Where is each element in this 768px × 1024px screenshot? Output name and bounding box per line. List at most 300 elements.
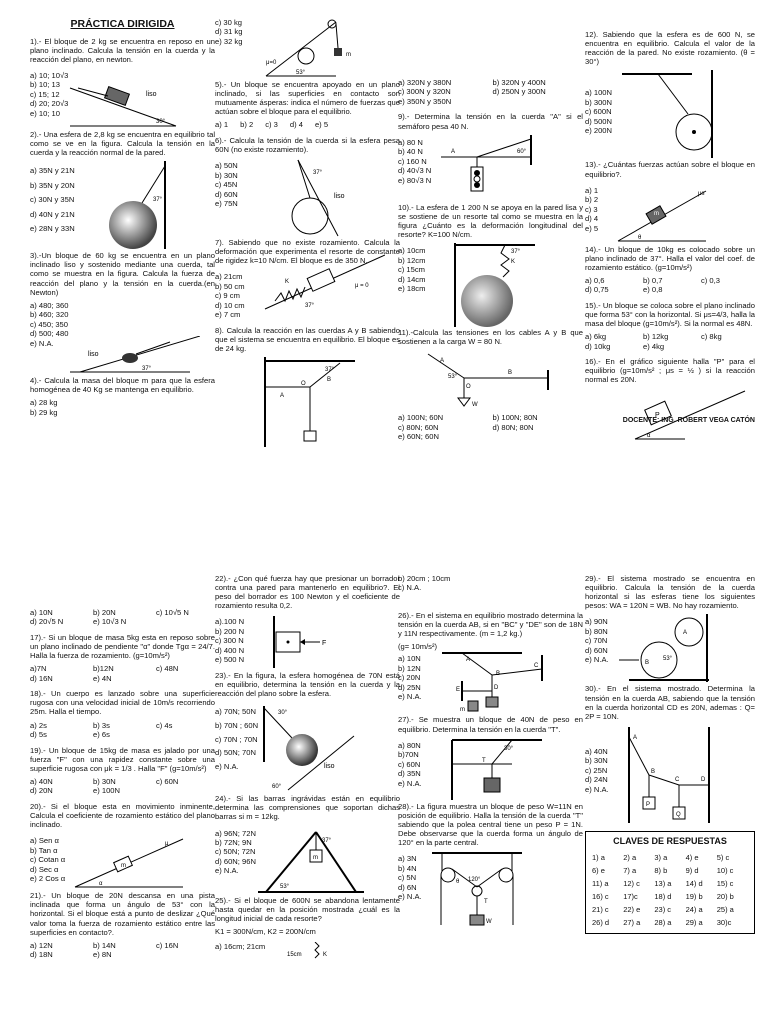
- answer-key-table: [592, 851, 748, 929]
- q28-figure: [422, 851, 532, 929]
- q23-block: [215, 702, 400, 794]
- q14-option[interactable]: d) 0,75: [585, 285, 609, 295]
- question-3: 3).-Un bloque de 60 kg se encuentra en un plano inclinado liso y sostenido mediante una cuerda, tal como se muestra en la figura. Calcula la fuerza de reacción del plano y la tensión en la cuerda.(en Newton): [30, 251, 215, 297]
- q26-option[interactable]: a) 10N: [398, 654, 421, 664]
- q11-options: [398, 413, 583, 441]
- q11-option[interactable]: c) 80N; 60N: [398, 422, 439, 432]
- q28-option[interactable]: e) N.A.: [398, 892, 422, 902]
- q3-figure: [30, 336, 200, 376]
- q26-label-c: C: [533, 663, 538, 670]
- q5-option[interactable]: e) 5: [314, 120, 329, 130]
- q28-options: [398, 854, 422, 923]
- q26-label-b: B: [495, 671, 500, 678]
- q1-block: [30, 68, 215, 130]
- q5-option[interactable]: b) 2: [240, 120, 254, 130]
- q23-option[interactable]: e) N.A.: [215, 761, 239, 771]
- q27-option[interactable]: e) N.A.: [398, 778, 422, 788]
- q2-option[interactable]: a) 35N y 21N: [30, 166, 75, 176]
- q28-option[interactable]: d) 6N: [398, 882, 417, 892]
- q1-option[interactable]: d) 20; 20√3: [30, 99, 69, 109]
- q12-option[interactable]: d) 500N: [585, 116, 613, 126]
- q17-option[interactable]: e) 4N: [93, 673, 112, 683]
- q4-options-continued: [215, 18, 242, 74]
- q19-options: [30, 777, 215, 796]
- q21-options: [30, 941, 215, 960]
- q24-angle-2: 53°: [279, 883, 290, 890]
- question-7: 7). Sabiendo que no existe rozamiento. Calcula la deformación que experimenta el resorte de constante de rigidez k=10 N/cm. El bloque es de 350 N.: [215, 238, 400, 266]
- q2-angle: 37°: [152, 197, 162, 204]
- q13-mu: μs: [698, 190, 705, 197]
- column-6: [215, 574, 400, 962]
- q22-option[interactable]: e) 500 N: [215, 655, 245, 665]
- q24-block: [215, 826, 400, 896]
- q18-option[interactable]: e) 6s: [93, 730, 110, 740]
- q10-k: K: [511, 259, 516, 266]
- q8-label-a: A: [280, 393, 285, 400]
- q8-angle: 37°: [325, 367, 335, 374]
- q24-option[interactable]: c) 50N; 72N: [215, 847, 256, 857]
- q25-constants: K1 = 300N/cm, K2 = 200N/cm: [215, 926, 316, 936]
- q6-option[interactable]: c) 45N: [215, 180, 238, 190]
- q17-option[interactable]: c) 48N: [156, 664, 179, 674]
- q9-option[interactable]: d) 40√3 N: [398, 166, 432, 176]
- column-2: [215, 18, 400, 449]
- column-8: [585, 574, 755, 934]
- q7-options: [215, 272, 245, 319]
- q5-options: [215, 120, 400, 129]
- q18-option[interactable]: a) 2s: [30, 720, 47, 730]
- q17-option[interactable]: d) 16N: [30, 673, 53, 683]
- q5-option[interactable]: a) 1: [215, 120, 229, 130]
- question-19: 19).- Un bloque de 15kg de masa es jalado por una fuerza "F" con una rapidez constante sobre una superficie rugosa con μk = 1/3 . Halla "F" (g=10m/s²): [30, 745, 215, 773]
- table-row: 26) d 27) a 28) a 29) a 30)c: [592, 917, 732, 927]
- q17-option[interactable]: b)12N: [93, 664, 114, 674]
- q3-option[interactable]: c) 450; 350: [30, 319, 68, 329]
- q19-option[interactable]: c) 60N: [156, 776, 179, 786]
- q4-angle: 53°: [296, 70, 306, 76]
- table-row: 11) a 12) c 13) a 14) d 15) c: [592, 878, 734, 888]
- q9-option[interactable]: e) 80√3 N: [398, 175, 432, 185]
- q10-option[interactable]: c) 15cm: [398, 265, 426, 275]
- q13-options: [585, 186, 598, 239]
- question-30: 30).- En el sistema mostrado. Determina la tensión en la cuerda AB, sabiendo que la tensión en la cuerda horizontal CD es 20N, ademas : Q= 2P = 10N.: [585, 684, 755, 721]
- q18-option[interactable]: c) 4s: [156, 720, 173, 730]
- q30-label-b: B: [650, 768, 655, 775]
- q24-options: [215, 829, 256, 890]
- column-4: [585, 18, 755, 439]
- q7-option[interactable]: d) 10 cm: [215, 300, 245, 310]
- q6-option[interactable]: d) 60N: [215, 189, 238, 199]
- question-17: 17).- Si un bloque de masa 5kg esta en reposo sobre un plano inclinado de pendiente "α" donde Tgα = 24/7. Halla la fuerza de rozamiento. (g=10m/s²): [30, 632, 215, 661]
- q23-options: [215, 705, 258, 788]
- column-1: [30, 18, 215, 423]
- q16-p: P: [655, 411, 660, 419]
- question-18: 18).- Un cuerpo es lanzado sobre una superficie rugosa con una velocidad inicial de 10m/s recorriendo 25m. Halla el tiempo.: [30, 689, 215, 717]
- q7-option[interactable]: a) 21cm: [215, 272, 243, 282]
- q29-option[interactable]: a) 90N: [585, 617, 608, 627]
- q12-option[interactable]: a) 100N: [585, 88, 613, 98]
- q8-option[interactable]: a) 320N y 380N: [398, 78, 452, 87]
- q13-option[interactable]: b) 2: [585, 195, 599, 205]
- q20-alpha: α: [99, 881, 103, 888]
- q13-option[interactable]: c) 3: [585, 204, 598, 214]
- column-5: [30, 574, 215, 966]
- q4-option[interactable]: e) 32 kg: [215, 36, 243, 46]
- q13-option[interactable]: e) 5: [585, 223, 599, 233]
- q29-block: [585, 614, 755, 684]
- q12-options: [585, 88, 612, 154]
- q16-option[interactable]: d) 20√5 N: [30, 617, 64, 627]
- q26-block: [398, 651, 583, 715]
- docente-signature: DOCENTE: ING. ROBERT VEGA CATÓN: [622, 416, 755, 424]
- q7-option[interactable]: e) 7 cm: [215, 310, 241, 320]
- q10-option[interactable]: b) 12cm: [398, 255, 426, 265]
- q27-option[interactable]: b)70N: [398, 750, 419, 760]
- q16-option[interactable]: e) 10√3 N: [93, 617, 127, 627]
- q21-option[interactable]: b) 14N: [93, 940, 116, 950]
- q10-option[interactable]: d) 14cm: [398, 274, 426, 284]
- q24-option[interactable]: d) 60N; 96N: [215, 856, 256, 866]
- question-15: 15).- Un bloque se coloca sobre el plano inclinado que forma 53° con la horizontal. Si μs=4/3, halla la masa del bloque (g=10m/s²). Si la normal es 48N.: [585, 300, 755, 329]
- q27-option[interactable]: a) 80N: [398, 740, 421, 750]
- q13-option[interactable]: d) 4: [585, 214, 599, 224]
- q25-option[interactable]: b) 20cm ; 10cm: [398, 574, 451, 583]
- q4-continued: [215, 18, 400, 80]
- q24-angle-1: 37°: [321, 837, 332, 844]
- q29-option[interactable]: c) 70N: [585, 636, 608, 646]
- question-21: 21).- Un bloque de 20N descansa en una pista inclinada que forma un ángulo de 53° con la horizontal. Si el bloque está a punto de deslizar ¿Qué valor toma la fuerza de rozamiento estático entre las superficies en contacto?.: [30, 891, 215, 937]
- q24-option[interactable]: a) 96N; 72N: [215, 828, 256, 838]
- q25-options-continued: [398, 574, 583, 593]
- q7-angle: 37°: [304, 303, 314, 310]
- q7-option[interactable]: b) 50 cm: [215, 281, 245, 291]
- q26-option[interactable]: c) 20N: [398, 673, 421, 683]
- q2-option[interactable]: b) 35N y 20N: [30, 180, 75, 190]
- q8-option[interactable]: c) 300N y 320N: [398, 87, 451, 97]
- q28-option[interactable]: b) 4N: [398, 863, 417, 873]
- q9-option[interactable]: b) 40 N: [398, 147, 423, 157]
- q8-label-b: B: [327, 377, 332, 384]
- column-3: [398, 18, 583, 448]
- q27-angle: 30°: [503, 745, 513, 752]
- q20-figure: [65, 833, 185, 891]
- q22-option[interactable]: a).100 N: [215, 617, 245, 627]
- q1-options: [30, 71, 68, 124]
- q1-angle: 30°: [156, 118, 166, 125]
- q1-option[interactable]: c) 15; 12: [30, 89, 60, 99]
- q21-option[interactable]: c) 16N: [156, 940, 179, 950]
- question-23: 23).- En la figura, la esfera homogénea de 70N está en equilibrio, determina la tensión en la cuerda y la reacción del plano sobre la esfera.: [215, 670, 400, 699]
- q26-label-m: m: [459, 707, 465, 714]
- q12-option[interactable]: e) 200N: [585, 126, 613, 136]
- q24-option[interactable]: b) 72N; 9N: [215, 838, 252, 847]
- q8-figure: [215, 357, 395, 449]
- q25-option[interactable]: c) N.A.: [398, 583, 422, 593]
- q3-option[interactable]: a) 480; 360: [30, 300, 69, 310]
- q15-options: [585, 332, 755, 351]
- q30-label-c: C: [674, 776, 679, 783]
- q3-option[interactable]: b) 460; 320: [30, 310, 69, 320]
- table-row: 16) c 17)c 18) d 19) b 20) b: [592, 891, 734, 901]
- q11-option[interactable]: b) 100N; 80N: [492, 413, 538, 423]
- q11-option[interactable]: e) 60N; 60N: [398, 432, 439, 442]
- q5-option[interactable]: c) 3: [265, 120, 278, 130]
- q27-option[interactable]: d) 35N: [398, 769, 421, 779]
- q23-option[interactable]: b) 70N ; 60N: [215, 720, 259, 730]
- q25-k-label: K: [323, 951, 328, 958]
- q4-option[interactable]: a) 28 kg: [30, 398, 58, 408]
- question-8: 8). Calcula la reacción en las cuerdas A y B sabiendo que el sistema se encuentra en equilibrio. El bloque es de 24 kg.: [215, 325, 400, 354]
- q29-option[interactable]: e) N.A.: [585, 655, 609, 665]
- q29-option[interactable]: d) 60N: [585, 645, 608, 655]
- column-7: [398, 574, 583, 929]
- q16-alpha: α: [647, 432, 651, 439]
- q20-block: [30, 833, 215, 891]
- q11-option[interactable]: d) 80N; 80N: [492, 422, 534, 432]
- q22-f: F: [322, 640, 327, 648]
- question-29: 29).- El sistema mostrado se encuentra en equilibrio. Calcula la tensión de la cuerda horizontal si las esferas tiene los siguientes pesos: WA = 120N = WB. No hay rozamiento.: [585, 574, 755, 611]
- question-25: 25).- Si el bloque de 600N se abandona lentamente hasta quedar en la posición mostrada ¿cuál es la longitud inicial de cada resorte?: [215, 895, 400, 923]
- q30-label-a: A: [632, 734, 637, 741]
- q11-label-a: A: [440, 358, 445, 365]
- q11-figure: [398, 350, 578, 410]
- q11-label-w: W: [472, 402, 478, 409]
- question-14: 14).- Un bloque de 10kg es colocado sobre un plano inclinado de 37°. Halla el valor del coef. de rozamiento estático. (g=10m/s²): [585, 244, 755, 272]
- q23-angle-2: 60°: [272, 784, 282, 791]
- question-27: 27).- Se muestra un bloque de 40N de peso en equilibrio. Determina la tensión en la cuerda "T".: [398, 715, 583, 734]
- q19-option[interactable]: b) 30N: [93, 776, 116, 786]
- q4-option[interactable]: b) 29 kg: [30, 407, 58, 417]
- q20-option[interactable]: d) Sec α: [30, 864, 59, 874]
- q28-angle: 120°: [467, 877, 481, 884]
- q30-label-p: P: [645, 801, 650, 808]
- q1-option[interactable]: a) 10; 10√3: [30, 70, 69, 80]
- q30-label-q: Q: [675, 811, 681, 818]
- question-24: 24).- Si las barras ingrávidas están en equilibrio determina las comprensiones que soportan dichas barras si m = 12kg.: [215, 794, 400, 822]
- q29-angle: 53°: [662, 656, 672, 663]
- q12-figure: [612, 70, 722, 160]
- q10-option[interactable]: a) 10cm: [398, 246, 426, 256]
- q9-angle: 60°: [517, 148, 527, 155]
- q25-block: [215, 942, 400, 962]
- q6-option[interactable]: e) 75N: [215, 199, 238, 209]
- q30-option[interactable]: e) N.A.: [585, 784, 609, 794]
- q1-option[interactable]: b) 10; 13: [30, 80, 60, 90]
- q14-option[interactable]: e) 0,8: [643, 285, 663, 295]
- q25-length: 15cm: [287, 951, 302, 958]
- q15-option[interactable]: e) 4kg: [643, 341, 665, 351]
- q4-options: [30, 398, 215, 417]
- q27-block: [398, 738, 583, 802]
- q10-angle: 37°: [511, 249, 521, 256]
- q9-option[interactable]: a) 80 N: [398, 137, 423, 147]
- q6-option[interactable]: b) 30N: [215, 170, 238, 180]
- q12-block: [585, 70, 755, 160]
- q20-option[interactable]: b) Tan α: [30, 845, 58, 855]
- question-13: 13).- ¿Cuántas fuerzas actúan sobre el bloque en equilibrio?.: [585, 160, 755, 179]
- q20-option[interactable]: c) Cotan α: [30, 855, 66, 865]
- q14-option[interactable]: a) 0,6: [585, 275, 605, 285]
- page-bottom: [0, 574, 768, 1024]
- q30-option[interactable]: a) 40N: [585, 746, 608, 756]
- q22-option[interactable]: c) 300 N: [215, 636, 244, 646]
- question-10: 10).- La esfera de 1 200 N se apoya en la pared lisa y se sostiene de un resorte tal como se muestra en la figura ¿Cuánto es la deformación longitudinal del resorte? K=100 N/cm.: [398, 202, 583, 239]
- q3-label: liso: [88, 351, 99, 359]
- q25-figure: [285, 942, 345, 962]
- q20-option[interactable]: a) Sen α: [30, 836, 59, 846]
- q2-option[interactable]: e) 28N y 33N: [30, 223, 75, 233]
- q16-options: [30, 608, 215, 627]
- q2-option[interactable]: c) 30N y 35N: [30, 195, 75, 205]
- q6-block: [215, 158, 400, 238]
- q30-block: [585, 725, 755, 825]
- q12-option[interactable]: b) 300N: [585, 97, 613, 107]
- q29-options: [585, 617, 609, 678]
- q4-figure: [246, 18, 356, 80]
- q19-option[interactable]: a) 40N: [30, 776, 53, 786]
- q23-option[interactable]: a) 70N; 50N: [215, 707, 256, 717]
- q24-option[interactable]: e) N.A.: [215, 866, 239, 876]
- q7-block: [215, 269, 400, 325]
- q21-option[interactable]: d) 18N: [30, 950, 53, 960]
- q28-option[interactable]: c) 5N: [398, 873, 417, 883]
- q18-option[interactable]: b) 3s: [93, 720, 110, 730]
- q20-options: [30, 836, 65, 885]
- page-title: PRÁCTICA DIRIGIDA: [70, 18, 175, 30]
- q26-option[interactable]: d) 25N: [398, 682, 421, 692]
- q28-theta: θ: [455, 879, 459, 886]
- q4-mass: m: [346, 52, 352, 58]
- q2-options: [30, 164, 75, 245]
- q19-option[interactable]: d) 20N: [30, 786, 53, 796]
- page-top: [0, 18, 768, 518]
- table-row: 21) c 22) e 23) c 24) a 25) a: [592, 904, 734, 914]
- q4-option[interactable]: c) 30 kg: [215, 18, 243, 27]
- q2-option[interactable]: d) 40N y 21N: [30, 209, 75, 219]
- q6-options: [215, 161, 238, 232]
- q16-option[interactable]: b) 20N: [93, 608, 116, 617]
- q4-mu: μ=0: [266, 60, 277, 66]
- q26-label-d: D: [493, 685, 498, 692]
- q13-figure: [598, 183, 708, 245]
- answer-key: [585, 831, 755, 934]
- q8-option[interactable]: e) 350N y 350N: [398, 96, 452, 106]
- q3-angle: 37°: [142, 366, 152, 373]
- q27-options: [398, 741, 422, 796]
- q26-option[interactable]: e) N.A.: [398, 692, 422, 702]
- q17-option[interactable]: a)7N: [30, 664, 47, 674]
- q16-option[interactable]: c) 10√5 N: [156, 608, 189, 617]
- q26-gravity: (g= 10m/s²): [398, 642, 438, 652]
- q18-option[interactable]: d) 5s: [30, 730, 47, 740]
- q10-option[interactable]: e) 18cm: [398, 284, 426, 294]
- q13-block: [585, 183, 755, 245]
- q1-option[interactable]: e) 10; 10: [30, 108, 60, 118]
- q6-angle: 37°: [312, 170, 322, 177]
- question-9: 9).- Determina la tensión en la cuerda "A" si el semáforo pesa 40 N.: [398, 112, 583, 131]
- q1-label: liso: [146, 90, 157, 98]
- q24-figure: [256, 826, 366, 896]
- question-20: 20).- Si el bloque esta en movimiento inminente, Calcula el coeficiente de rozamiento estático del plano inclinado.: [30, 801, 215, 830]
- q22-options: [215, 617, 244, 664]
- q25-option[interactable]: a) 16cm; 21cm: [215, 941, 266, 951]
- q21-option[interactable]: e) 8N: [93, 950, 112, 960]
- q6-figure: [238, 158, 348, 238]
- q26-options: [398, 654, 422, 709]
- q3-option[interactable]: e) N.A.: [30, 338, 54, 348]
- q9-options: [398, 138, 431, 197]
- q21-option[interactable]: a) 12N: [30, 940, 53, 950]
- q10-options: [398, 246, 425, 322]
- q13-theta: θ: [638, 234, 642, 241]
- q14-option[interactable]: b) 0,7: [643, 275, 663, 285]
- q26-label-a: A: [465, 657, 470, 664]
- question-2: 2).- Una esfera de 2,8 kg se encuentra en equilibrio tal como se ve en la figura. Calcula la tensión en la cuerda y la reacción normal de la pared.: [30, 129, 215, 158]
- q30-option[interactable]: b) 30N: [585, 756, 608, 766]
- q22-figure: [244, 614, 344, 670]
- q20-option[interactable]: e) 2 Cos α: [30, 874, 66, 884]
- q16-option[interactable]: a) 10N: [30, 608, 53, 617]
- q22-block: [215, 614, 400, 670]
- q9-block: [398, 135, 583, 203]
- q29-figure: [609, 614, 719, 684]
- q8-option[interactable]: b) 320N y 400N: [492, 78, 546, 87]
- q15-option[interactable]: b) 12kg: [643, 332, 669, 342]
- q22-option[interactable]: d) 400 N: [215, 645, 245, 655]
- q28-option[interactable]: a) 3N: [398, 854, 417, 864]
- q5-option[interactable]: d) 4: [289, 120, 303, 130]
- q11-angle: 53°: [448, 374, 458, 381]
- q15-option[interactable]: d) 10kg: [585, 341, 611, 351]
- q9-option[interactable]: c) 160 N: [398, 156, 427, 166]
- q12-option[interactable]: c) 600N: [585, 107, 612, 117]
- question-11: 11).-Calcula las tensiones en los cables A y B que sostienen a la carga W = 80 N.: [398, 328, 583, 347]
- question-5: 5).- Un bloque se encuentra apoyado en un plano inclinado, si las superficies en contacto son mutuamente ásperas: indica el número de fuerzas que actúan sobre el bloque para el equilibrio.: [215, 80, 400, 117]
- q14-options: [585, 276, 755, 295]
- q27-option[interactable]: c) 60N: [398, 759, 421, 769]
- q10-block: [398, 243, 583, 328]
- question-22: 22).- ¿Con qué fuerza hay que presionar un borrador contra una pared para mantenerlo en equilibrio?. El peso del borrador es 100 Newton y el coeficiente de rozamiento resulta 0,2.: [215, 574, 400, 611]
- q6-option[interactable]: a) 50N: [215, 161, 238, 171]
- q30-option[interactable]: c) 25N: [585, 765, 608, 775]
- q22-option[interactable]: b) 200 N: [215, 626, 245, 636]
- q19-option[interactable]: e) 100N: [93, 786, 121, 796]
- q10-figure: [425, 243, 535, 328]
- q4-option[interactable]: d) 31 kg: [215, 27, 243, 37]
- q15-option[interactable]: c) 8kg: [701, 332, 722, 342]
- q14-option[interactable]: c) 0,3: [701, 275, 720, 285]
- q15-option[interactable]: a) 6kg: [585, 332, 607, 342]
- q28-t: T: [483, 899, 488, 906]
- q23-angle-1: 30°: [278, 710, 288, 717]
- q13-option[interactable]: a) 1: [585, 185, 599, 195]
- q7-option[interactable]: c) 9 cm: [215, 291, 240, 301]
- q30-options: [585, 747, 609, 819]
- q11-option[interactable]: a) 100N; 60N: [398, 413, 444, 423]
- q30-option[interactable]: d) 24N: [585, 775, 608, 785]
- q29-option[interactable]: b) 80N: [585, 626, 608, 636]
- q3-option[interactable]: d) 500; 480: [30, 329, 69, 339]
- q26-figure: [422, 651, 552, 715]
- q23-option[interactable]: d) 50N; 70N: [215, 748, 256, 758]
- q28-w: W: [485, 919, 492, 926]
- q23-option[interactable]: c) 70N ; 70N: [215, 734, 258, 744]
- q20-mass: m: [121, 863, 127, 870]
- q18-options: [30, 721, 215, 740]
- q30-figure: [609, 725, 719, 825]
- q26-option[interactable]: b) 12N: [398, 663, 421, 673]
- q8-option[interactable]: d) 250N y 300N: [492, 87, 546, 97]
